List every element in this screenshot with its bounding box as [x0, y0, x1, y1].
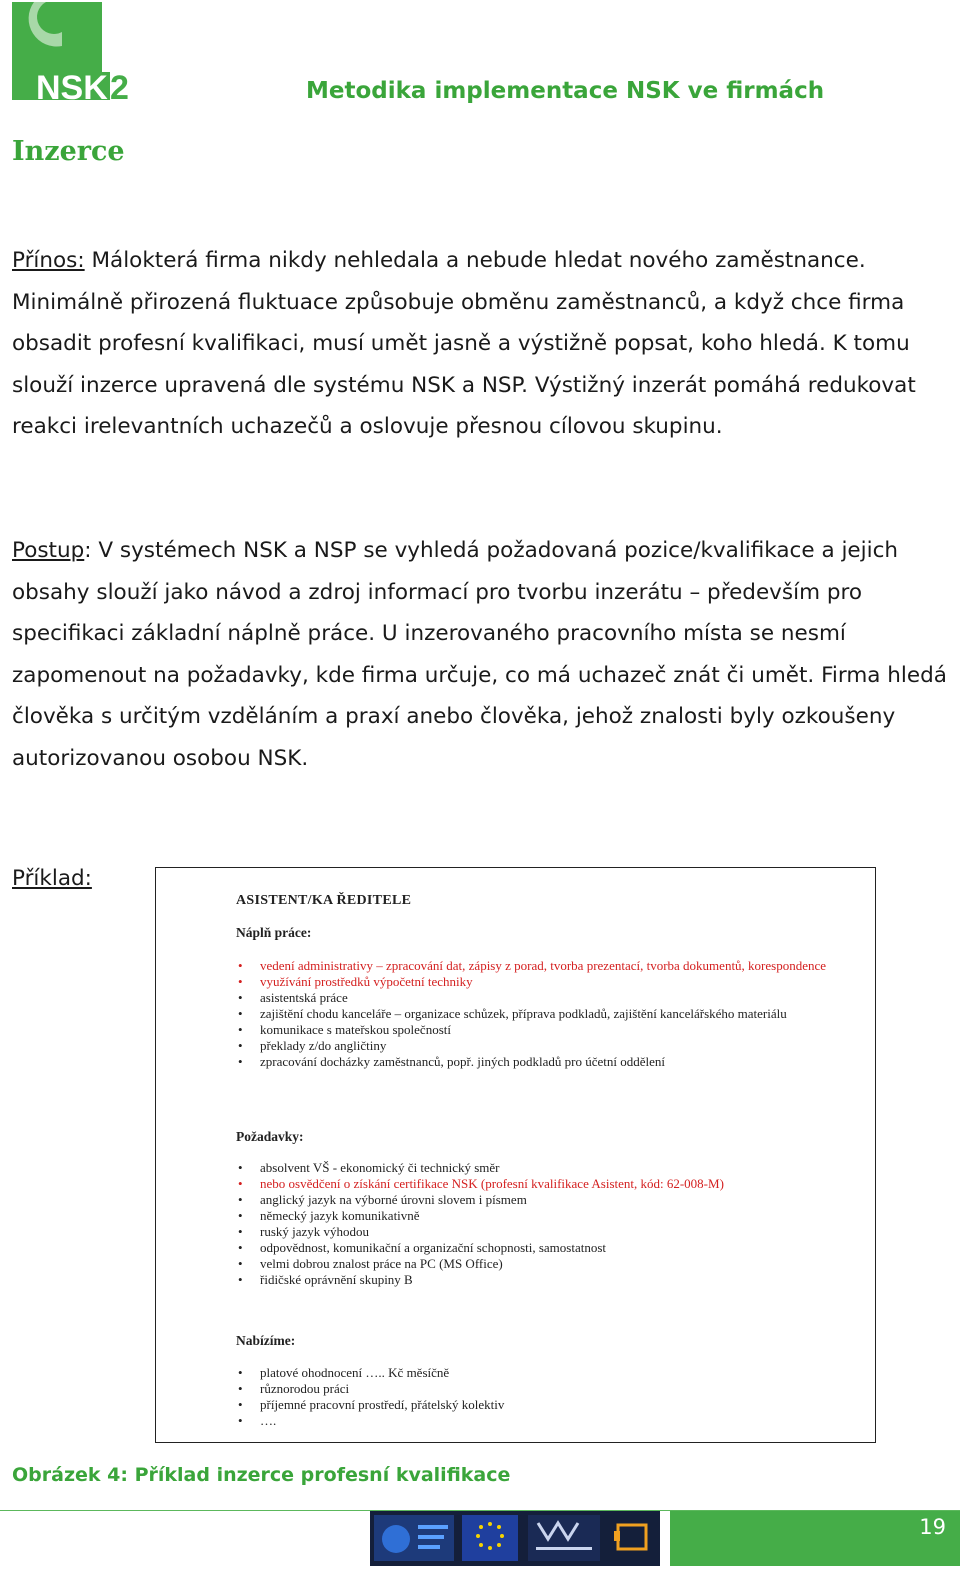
- footer-page-bar: [670, 1511, 960, 1566]
- napln-list: [260, 958, 850, 1070]
- ad-list-item: • řidičské oprávnění skupiny B: [260, 1272, 850, 1288]
- op-vk-logo-icon: [610, 1515, 654, 1561]
- ad-list-item: • zpracování docházky zaměstnanců, popř. jiných podkladů pro účetní oddělení: [260, 1054, 850, 1070]
- postup-label: Postup: [12, 538, 85, 563]
- footer-funding-logos: [370, 1511, 660, 1566]
- page-number: 19: [919, 1515, 946, 1539]
- prinos-label: Přínos:: [12, 248, 85, 273]
- ad-list-item: • absolvent VŠ - ekonomický či technický směr: [260, 1160, 850, 1176]
- example-label: Příklad:: [12, 866, 92, 891]
- esf-logo-icon: [374, 1515, 454, 1561]
- msmt-logo-icon: [528, 1515, 600, 1561]
- ad-list-item: • nebo osvědčení o získání certifikace NSK (profesní kvalifikace Asistent, kód: 62-008-M): [260, 1176, 850, 1192]
- ad-list-item: • asistentská práce: [260, 990, 850, 1006]
- svg-text:NSK: NSK: [36, 69, 108, 102]
- job-ad-image: [155, 867, 876, 1443]
- ad-list-item: • platové ohodnocení ….. Kč měsíčně: [260, 1365, 850, 1381]
- napln-heading: Náplň práce:: [236, 925, 312, 940]
- ad-list-item: • odpovědnost, komunikační a organizační schopnosti, samostatnost: [260, 1240, 850, 1256]
- ad-list-item: • využívání prostředků výpočetní techniky: [260, 974, 850, 990]
- ad-list-item: • příjemné pracovní prostředí, přátelský kolektiv: [260, 1397, 850, 1413]
- ad-list-item: • anglický jazyk na výborné úrovni slovem i písmem: [260, 1192, 850, 1208]
- ad-list-item: • zajištění chodu kanceláře – organizace schůzek, příprava podkladů, zajištění kancelářského materiálu: [260, 1006, 850, 1022]
- prinos-text: Málokterá firma nikdy nehledala a nebude hledat nového zaměstnance. Minimálně přirozená fluktuace způsobuje obměnu zaměstnanců, a když chce firma obsadit profesní kvalifikaci, musí umět jasně a výstižně popsat, koho hledá. K tomu slouží inzerce upravená dle systému NSK a NSP. Výstižný inzerát pomáhá redukovat reakci irelevantních uchazečů a oslovuje přesnou cílovou skupinu.: [12, 248, 916, 439]
- section-title: Inzerce: [12, 136, 125, 167]
- postup-paragraph: [12, 530, 952, 779]
- document-title: Metodika implementace NSK ve firmách: [306, 78, 825, 104]
- nsk2-logo-graphic: [12, 2, 132, 102]
- ad-list-item: • ….: [260, 1413, 850, 1429]
- ad-list-item: • vedení administrativy – zpracování dat, zápisy z porad, tvorba prezentací, tvorba dokumentů, korespondence: [260, 958, 850, 974]
- nabizime-list: [260, 1365, 850, 1429]
- postup-text: : V systémech NSK a NSP se vyhledá požadovaná pozice/kvalifikace a jejich obsahy slouží jako návod a zdroj informací pro tvorbu inzerátu – především pro specifikaci základní náplně práce. U inzerovaného pracovního místa se nesmí zapomenout na požadavky, kde firma určuje, co má uchazeč znát či umět. Firma hledá člověka s určitým vzděláním a praxí anebo člověka, jehož znalosti byly ozkoušeny autorizovanou osobou NSK.: [12, 538, 947, 771]
- ad-list-item: • různorodou práci: [260, 1381, 850, 1397]
- ad-list-item: • překlady z/do angličtiny: [260, 1038, 850, 1054]
- figure-caption: Obrázek 4: Příklad inzerce profesní kvalifikace: [12, 1464, 511, 1486]
- svg-text:2: 2: [110, 69, 129, 102]
- nabizime-heading: Nabízíme:: [236, 1333, 296, 1348]
- pozadavky-heading: Požadavky:: [236, 1129, 304, 1144]
- ad-list-item: • německý jazyk komunikativně: [260, 1208, 850, 1224]
- ad-title: ASISTENT/KA ŘEDITELE: [236, 893, 412, 908]
- nsk2-logo: [12, 2, 132, 102]
- prinos-paragraph: [12, 240, 952, 448]
- ad-list-item: • komunikace s mateřskou společností: [260, 1022, 850, 1038]
- pozadavky-list: [260, 1160, 850, 1288]
- ad-list-item: • ruský jazyk výhodou: [260, 1224, 850, 1240]
- eu-flag-icon: [462, 1515, 518, 1561]
- ad-list-item: • velmi dobrou znalost práce na PC (MS Office): [260, 1256, 850, 1272]
